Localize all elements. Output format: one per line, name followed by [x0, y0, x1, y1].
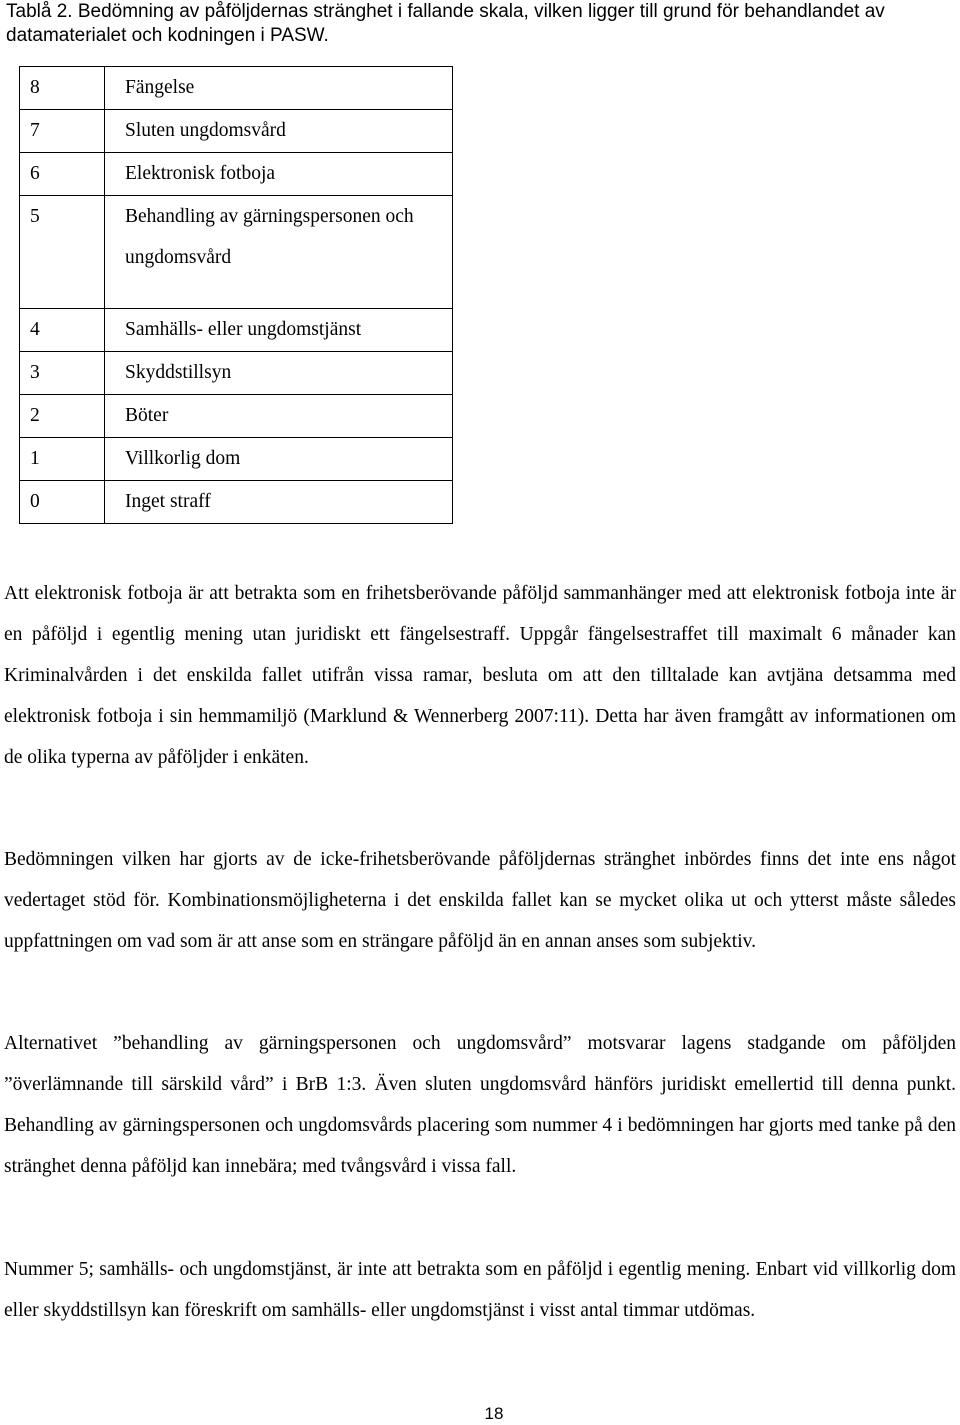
sanction-label: Böter: [105, 395, 453, 438]
table-row: [20, 438, 453, 481]
sanction-label: Fängelse: [105, 67, 453, 110]
severity-number: 6: [20, 153, 105, 196]
table-row: [20, 196, 453, 309]
table-caption: Tablå 2. Bedömning av påföljdernas stränghet i fallande skala, vilken ligger till grund för behandlandet av datamaterialet och kodningen i PASW.: [6, 1, 885, 46]
sanction-label: Villkorlig dom: [105, 438, 453, 481]
table-row: [20, 67, 453, 110]
severity-number: 4: [20, 309, 105, 352]
table-row: [20, 395, 453, 438]
sanction-label: Samhälls- eller ungdomstjänst: [105, 309, 453, 352]
severity-number: 0: [20, 481, 105, 524]
sanction-label: Behandling av gärningspersonen och ungdomsvård: [105, 196, 453, 309]
severity-number: 3: [20, 352, 105, 395]
sanction-label: Sluten ungdomsvård: [105, 110, 453, 153]
page-number: 18: [484, 1404, 504, 1423]
table-row: [20, 309, 453, 352]
severity-number: 1: [20, 438, 105, 481]
sanction-label: Skyddstillsyn: [105, 352, 453, 395]
severity-number: 2: [20, 395, 105, 438]
paragraph-treatment-alternative: Alternativet ”behandling av gärningspersonen och ungdomsvård” motsvarar lagens stadgande om påföljden ”överlämnande till särskild vård” i BrB 1:3. Även sluten ungdomsvård hänförs juridiskt emellertid till denna punkt. Behandling av gärningspersonen och ungdomsvårds placering som nummer 4 i bedömningen har gjorts med tanke på den stränghet denna påföljd kan innebära; med tvångsvård i vissa fall.: [4, 1033, 956, 1177]
table-row: [20, 110, 453, 153]
table-row: [20, 481, 453, 524]
paragraph-community-service: Nummer 5; samhälls- och ungdomstjänst, är inte att betrakta som en påföljd i egentlig mening. Enbart vid villkorlig dom eller skyddstillsyn kan föreskrift om samhälls- eller ungdomstjänst i visst antal timmar utdömas.: [4, 1259, 956, 1321]
severity-number: 5: [20, 196, 105, 309]
severity-scale-table: [19, 66, 453, 524]
severity-number: 8: [20, 67, 105, 110]
paragraph-electronic-tagging: Att elektronisk fotboja är att betrakta som en frihetsberövande påföljd sammanhänger med att elektronisk fotboja inte är en påföljd i egentlig mening utan juridiskt ett fängelsestraff. Uppgår fängelsestraffet till maximalt 6 månader kan Kriminalvården i det enskilda fallet utifrån vissa ramar, besluta om att den tilltalade kan avtjäna detsamma med elektronisk fotboja i sin hemmamiljö (Marklund & Wennerberg 2007:11). Detta har även framgått av informationen om de olika typerna av påföljder i enkäten.: [4, 583, 956, 768]
sanction-label: Elektronisk fotboja: [105, 153, 453, 196]
table-row: [20, 352, 453, 395]
severity-number: 7: [20, 110, 105, 153]
paragraph-assessment: Bedömningen vilken har gjorts av de icke-frihetsberövande påföljdernas stränghet inbördes finns det inte ens något vedertaget stöd för. Kombinationsmöjligheterna i det enskilda fallet kan se mycket olika ut och ytterst måste således uppfattningen om vad som är att anse som en strängare påföljd än en annan anses som subjektiv.: [4, 849, 956, 952]
sanction-label: Inget straff: [105, 481, 453, 524]
table-row: [20, 153, 453, 196]
